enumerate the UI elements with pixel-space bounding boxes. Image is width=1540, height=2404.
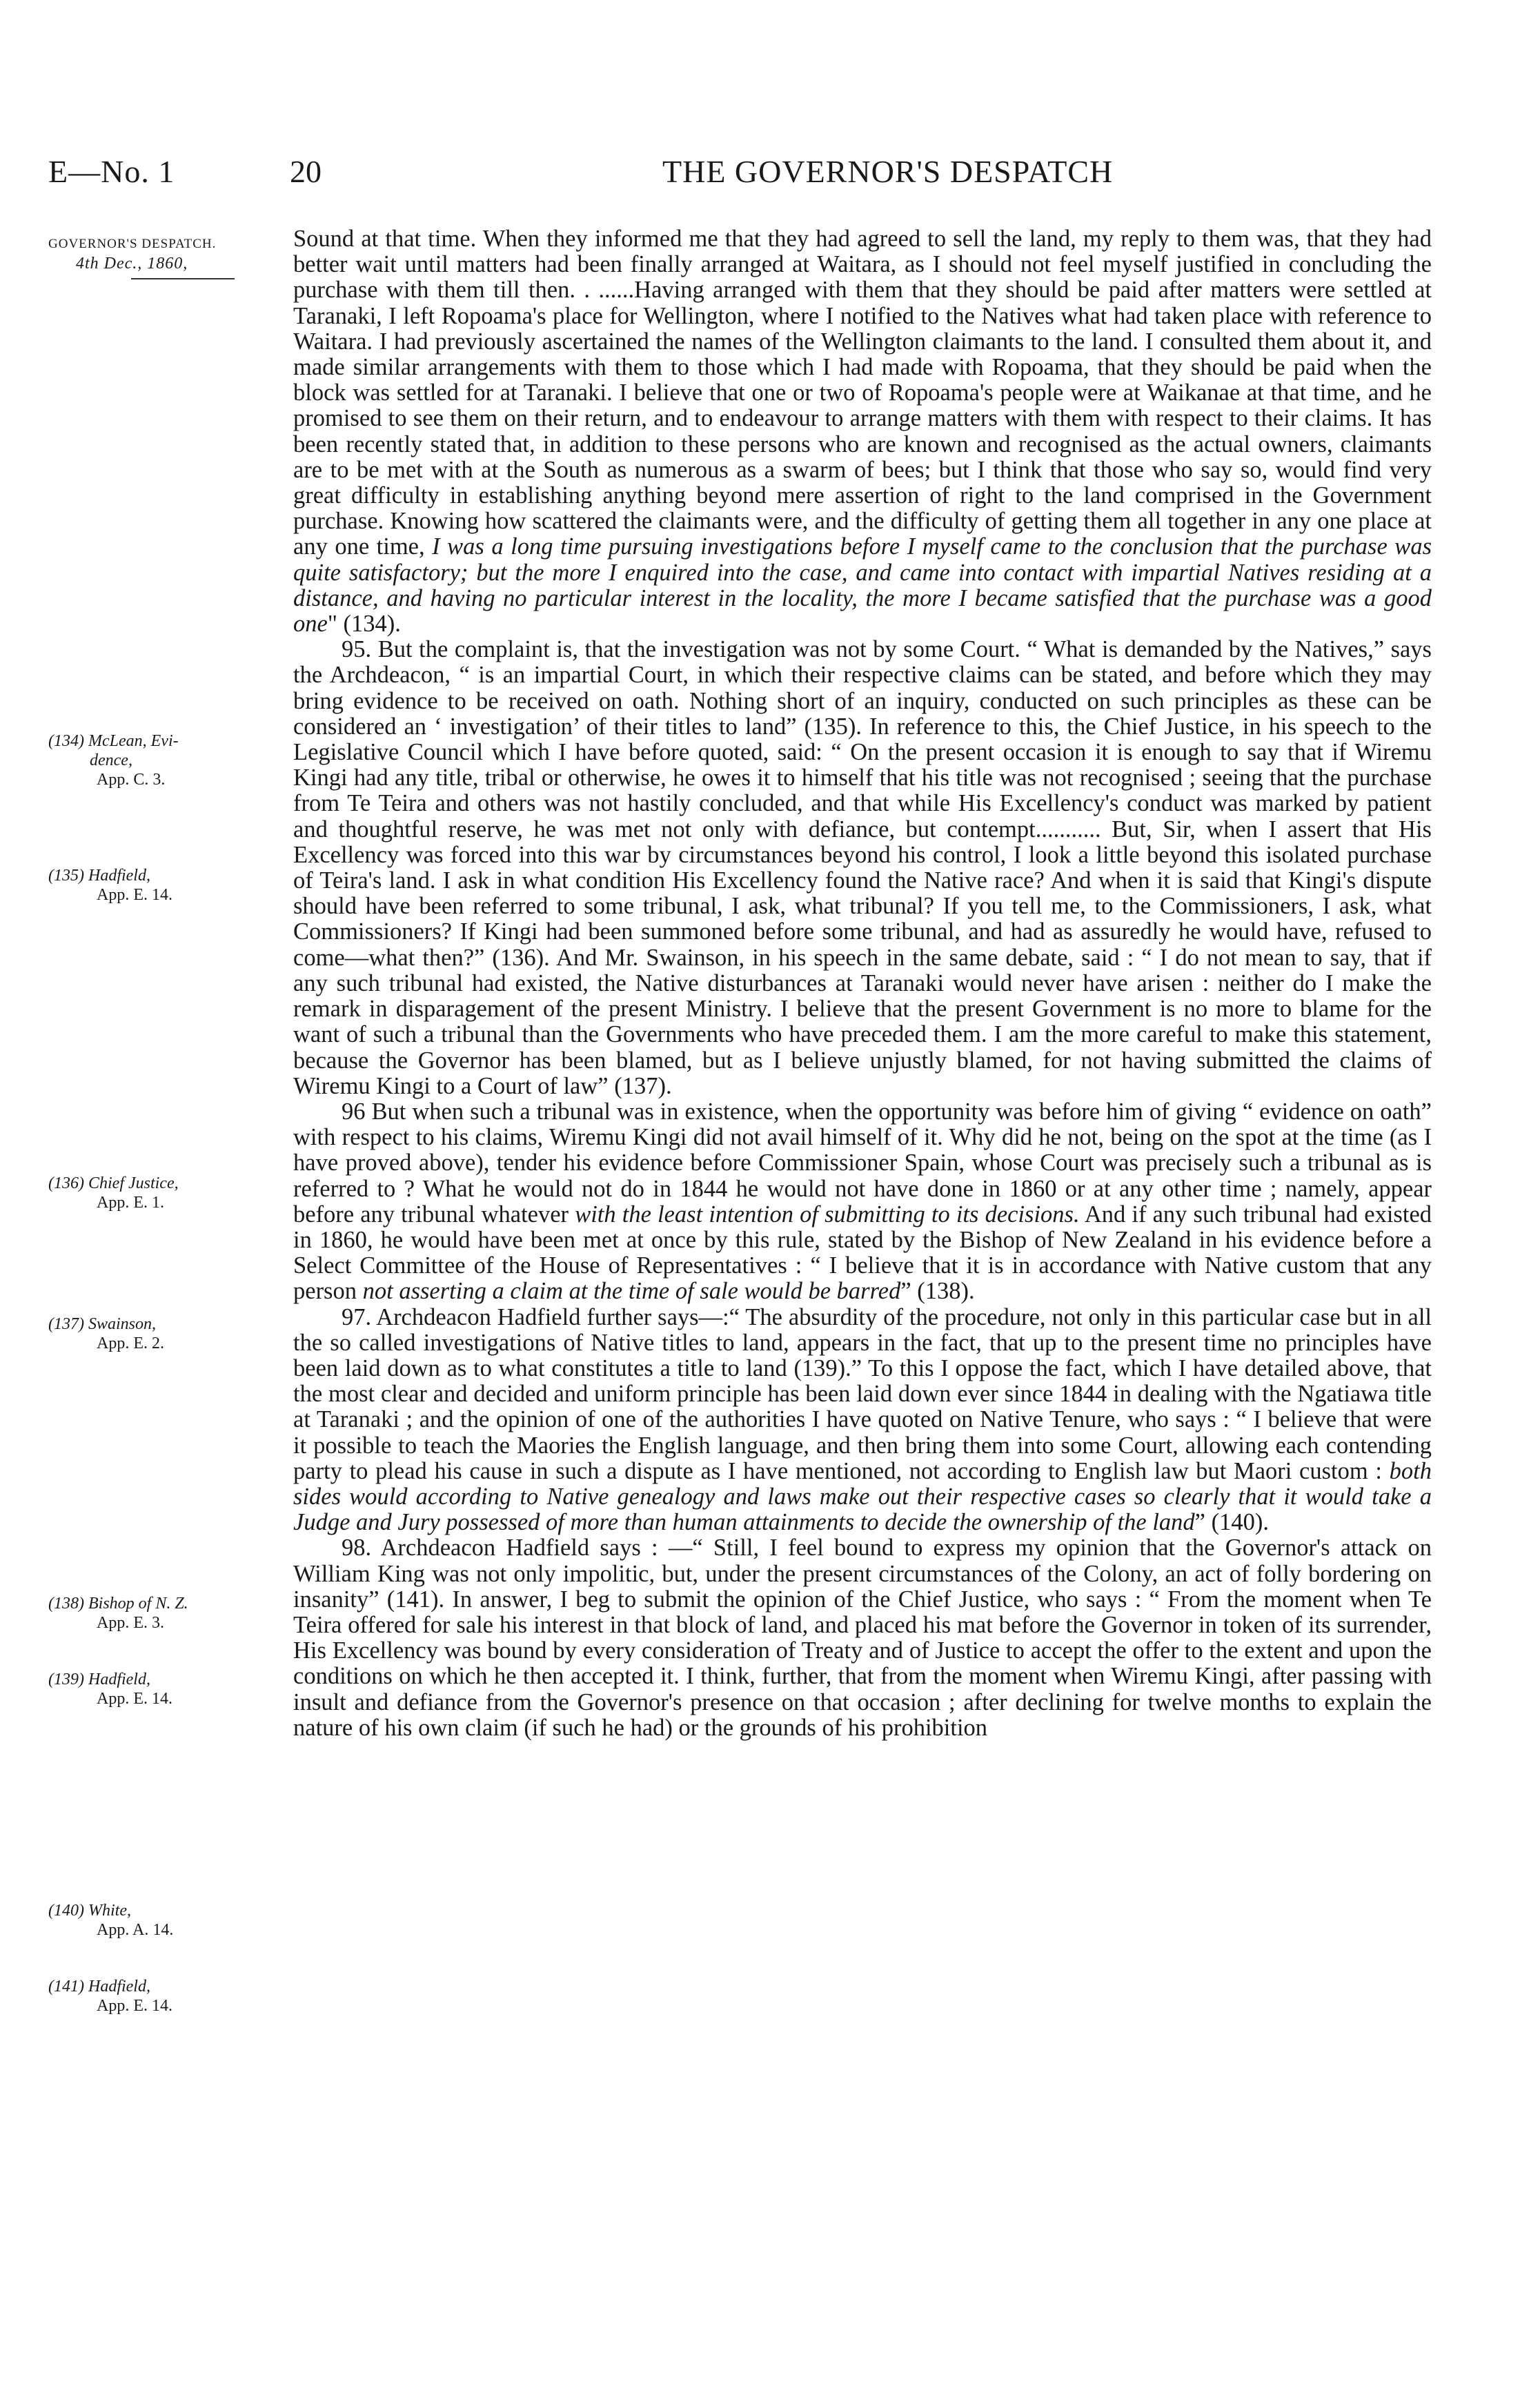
paragraph-98: 98. Archdeacon Hadfield says : —“ Still, I feel bound to express my opinion that the Governor's attack on William King was not only impolitic, but, under the present circumstances of the Colony, an act of folly bordering on insanity” (141). In answer, I beg to submit the opinion of the Chief Justice, who says : “ From the moment when Te Teira offered for sale his interest in that block of land, and placed his mat before the Governor in token of its surrender, His Excellency was bound by every consideration of Treaty and of Justice to accept the offer to the extent and upon the conditions on which he then accepted it. I think, further, that from the moment when Wiremu Kingi, after passing with insult and defiance from the Governor's presence on that occasion ; after declining for twelve months to explain the nature of his own claim (if such he had) or the grounds of his prohibition bbox=[293, 1535, 1432, 1741]
margin-note-line: (134) McLean, Evi- bbox=[48, 732, 179, 750]
paragraph-96 bbox=[293, 1099, 1432, 1305]
citation: ” (140). bbox=[1194, 1509, 1269, 1536]
paragraph bbox=[293, 226, 1432, 637]
margin-note bbox=[48, 1594, 283, 1633]
margin-note-line: App. A. 14. bbox=[97, 1921, 174, 1939]
citation: ” (138). bbox=[900, 1278, 975, 1305]
margin-note bbox=[48, 866, 283, 905]
margin-note bbox=[48, 731, 283, 789]
margin-divider bbox=[131, 278, 235, 279]
margin-note-line: App. E. 1. bbox=[97, 1194, 164, 1212]
italic-text: I was a long time pursuing investigations before I myself came to the conclusion that the purchase was quite satisfactory; but the more I enquired into the case, and came into contact with impartial Natives residing at a distance, and having no particular interest in the locality, the more I became satisfied that the purchase was a good one bbox=[293, 533, 1432, 638]
italic-text: with the least intention of submitting to its decisions. bbox=[575, 1201, 1080, 1228]
margin-note-line: (139) Hadfield, bbox=[48, 1671, 150, 1688]
italic-text: both sides would according to Native genealogy and laws make out their respective cases so clearly that it would take a Judge and Jury possessed of more than human attainments to decide the ownership of the land bbox=[293, 1457, 1432, 1536]
citation: " (134). bbox=[327, 611, 401, 638]
margin-note bbox=[48, 235, 283, 273]
margin-note-line: App. C. 3. bbox=[97, 771, 166, 789]
margin-note bbox=[48, 1977, 283, 2016]
body-text bbox=[293, 226, 1432, 1741]
margin-note-line: (136) Chief Justice, bbox=[48, 1174, 179, 1192]
paragraph-95: 95. But the complaint is, that the investigation was not by some Court. “ What is demanded by the Natives,” says the Archdeacon, “ is an impartial Court, in which their respective claims can be stated, and before which they may bring evidence to be received on oath. Nothing short of an inquiry, conducted on such principles as these can be considered an ‘ investigation’ of their titles to land” (135). In reference to this, the Chief Justice, in his speech to the Legislative Council which I have before quoted, said: “ On the present occasion it is enough to say that if Wiremu Kingi had any title, tribal or otherwise, he owes it to himself that his title was not recognised ; seeing that the purchase from Te Teira and others was not hastily concluded, and that while His Excellency's conduct was marked by patient and thoughtful reserve, he was met not only with defiance, but contempt........... But, Sir, when I assert that His Excellency was forced into this war by circumstances beyond his control, I look a little beyond this isolated purchase of Teira's land. I ask in what condition His Excellency found the Native race? And when it is said that Kingi's dispute should have been referred to some tribunal, I ask, what tribunal? If you tell me, to the Commissioners, I ask, what Commissioners? If Kingi had been summoned before some tribunal, and had as assuredly he would have, refused to come—what then?” (136). And Mr. Swainson, in his speech in the same debate, said : “ I do not mean to say, that if any such tribunal had existed, the Native disturbances at Taranaki would never have arisen : neither do I make the remark in disparagement of the present Ministry. I believe that the present Government is no more to blame for the want of such a tribunal than the Governments who have preceded them. I am the more careful to make this statement, because the Governor has been blamed, but as I believe unjustly blamed, for not having submitted the claims of Wiremu Kingi to a Court of law” (137). bbox=[293, 636, 1432, 1099]
margin-note bbox=[48, 1314, 283, 1353]
margin-note-line: dence, bbox=[90, 751, 132, 769]
italic-text: not asserting a claim at the time of sale would be barred bbox=[362, 1278, 901, 1305]
document-reference: E—No. 1 bbox=[48, 154, 175, 189]
text-run: And if any such tribunal had existed in 1860, he would have been met at once by this rule, stated by the Bishop of New Zealand in his evidence before a Select Committee of the House of Representatives : “ I believe that it is in accordance with Native custom that any person bbox=[293, 1201, 1432, 1305]
page-number: 20 bbox=[290, 154, 322, 189]
margin-note-line: App. E. 2. bbox=[97, 1334, 164, 1352]
page-title: THE GOVERNOR'S DESPATCH bbox=[662, 154, 1114, 189]
margin-note-line: (138) Bishop of N. Z. bbox=[48, 1595, 188, 1613]
margin-note-line: App. E. 14. bbox=[97, 886, 172, 904]
margin-note-line: 4th Dec., 1860, bbox=[76, 255, 188, 273]
margin-note-line: App. E. 14. bbox=[97, 1690, 172, 1708]
margin-notes bbox=[48, 0, 283, 2404]
margin-note bbox=[48, 1174, 283, 1212]
margin-note bbox=[48, 1901, 283, 1940]
margin-note-line: (137) Swainson, bbox=[48, 1315, 156, 1333]
margin-note-line: App. E. 14. bbox=[97, 1997, 172, 2015]
margin-note-line: (140) White, bbox=[48, 1902, 131, 1920]
text-run: 97. Archdeacon Hadfield further says—:“ The absurdity of the procedure, not only in this particular case but in all the so called investigations of Native titles to land, appears in the fact, that up to the present time no principles have been laid down as to what constitutes a title to land (139).” To this I oppose the fact, which I have detailed above, that the most clear and decided and uniform principle has been laid down ever since 1844 in dealing with the Ngatiawa title at Taranaki ; and the opinion of one of the authorities I have quoted on Native Tenure, who says : “ I believe that were it possible to teach the Maories the English language, and then bring them into some Court, allowing each contending party to plead his cause in such a dispute as I have mentioned, not according to English law but Maori custom : bbox=[293, 1303, 1432, 1484]
margin-note-line: (135) Hadfield, bbox=[48, 867, 150, 885]
text-run: 96 But when such a tribunal was in existence, when the opportunity was before him of giving “ evidence on oath” with respect to his claims, Wiremu Kingi did not avail himself of it. Why did he not, being on the spot at the time (as I have proved above), tender his evidence before Commissioner Spain, whose Court was precisely such a tribunal as is referred to ? What he would not do in 1844 he would not have done in 1860 or at any other time ; namely, appear before any tribunal whatever bbox=[293, 1098, 1432, 1228]
margin-note-line: App. E. 3. bbox=[97, 1614, 164, 1632]
text-run: Sound at that time. When they informed me that they had agreed to sell the land, my reply to them was, that they had better wait until matters had been finally arranged at Waitara, as I should not feel myself justified in concluding the purchase with them till then. . ......Having arranged with them that they should be paid after matters were settled at Taranaki, I left Ropoama's place for Wellington, where I notified to the Natives what had taken place with reference to Waitara. I had previously ascertained the names of the Wellington claimants to the land. I consulted them about it, and made similar arrangements with them to those which I had made with Ropoama, that they should be paid when the block was settled for at Taranaki. I believe that one or two of Ropoama's people were at Waikanae at that time, and he promised to see them on their return, and to endeavour to arrange matters with them with respect to their claims. It has been recently stated that, in addition to these persons who are known and recognised as the actual owners, claimants are to be met with at the South as numerous as a swarm of bees; but I think that those who say so, would find very great difficulty in establishing anything beyond mere assertion of right to the land comprised in the Government purchase. Knowing how scattered the claimants were, and the difficulty of getting them all together in any one place at any one time, bbox=[293, 226, 1432, 560]
margin-note-line: GOVERNOR'S DESPATCH. bbox=[48, 237, 217, 251]
paragraph-97 bbox=[293, 1305, 1432, 1536]
margin-note bbox=[48, 1670, 283, 1708]
margin-note-line: (141) Hadfield, bbox=[48, 1978, 150, 1996]
